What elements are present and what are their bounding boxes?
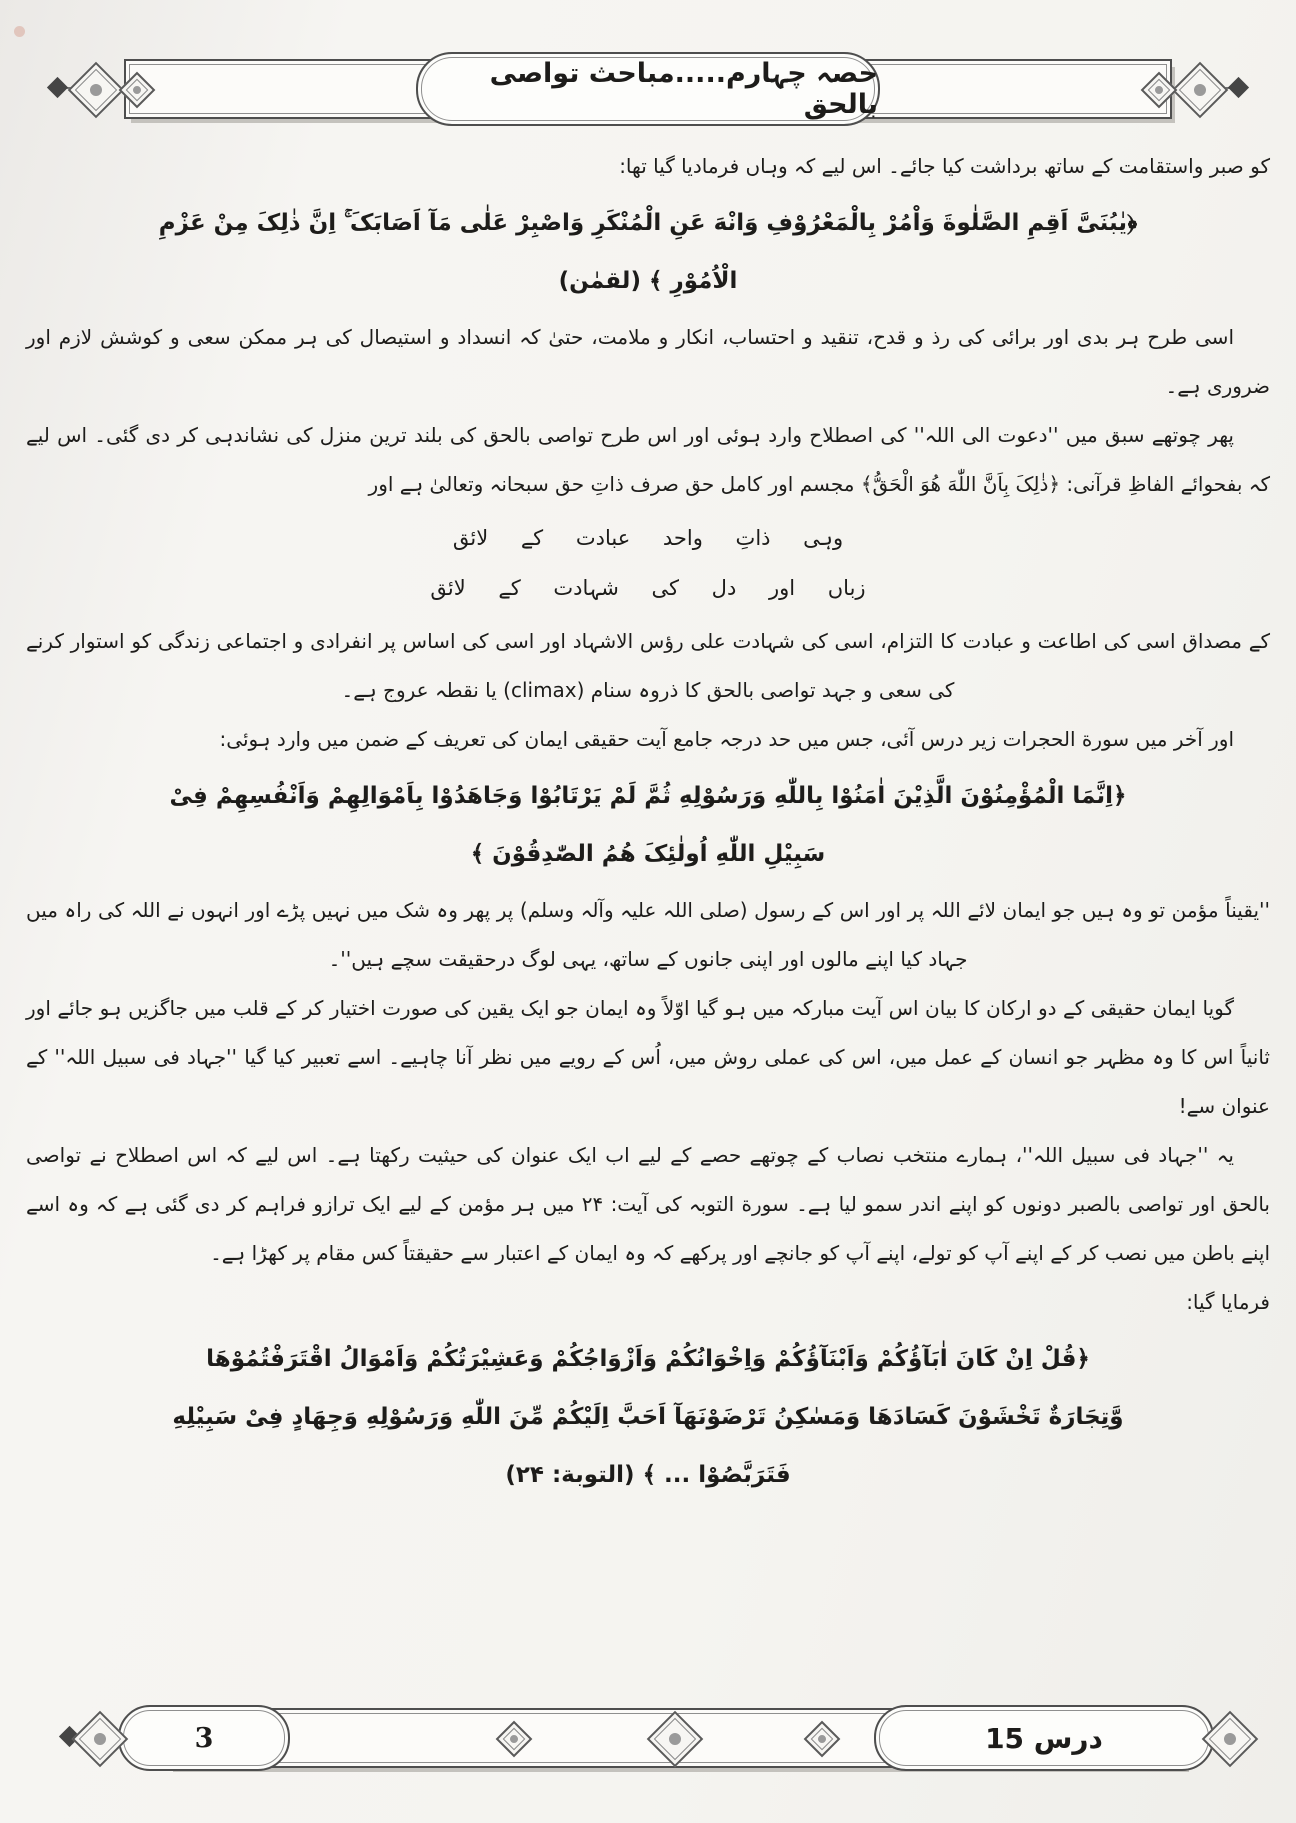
floral-medallion-icon bbox=[1172, 62, 1229, 119]
header-title-cartouche bbox=[416, 52, 880, 126]
verse-line: وَّتِجَارَةٌ تَخْشَوْنَ کَسَادَهَا وَمَسٰکِنُ تَرْضَوْنَهَآ اَحَبَّ اِلَیْکُمْ مِّنَ اللّٰهِ وَرَسُوْلِهِ وَجِهَادٍ فِیْ سَبِیْلِهِ bbox=[172, 1404, 1124, 1430]
header-ornament-band bbox=[50, 46, 1246, 132]
page-body bbox=[26, 142, 1270, 1507]
quran-verse-luqman bbox=[26, 194, 1270, 310]
paragraph: اسی طرح ہر بدی اور برائی کی رذ و قدح، تنقید و احتساب، انکار و ملامت، حتیٰ کہ انسداد و استیصال کی ہر ممکن سعی و کوشش لازم اور ضروری ہے۔ bbox=[26, 325, 1270, 398]
paragraph: اور آخر میں سورة الحجرات زیر درس آئی، جس میں حد درجہ جامع آیت حقیقی ایمان کی تعریف کے ضمن میں وارد ہوئی: bbox=[219, 727, 1234, 751]
paragraph: گویا ایمان حقیقی کے دو ارکان کا بیان اس آیت مبارکہ میں ہو گیا اوّلاً وہ ایمان جو ایک یقین کی صورت اختیار کر کے قلب میں جاگزیں ہو جائے اور ثانیاً اس کا وہ مظہر جو انسان کے عمل میں، اس کی عملی روش میں، اُس کے رویے میں نظر آنا چاہیے۔ اسے تعبیر کیا گیا ''جہاد فی سبیل اللہ'' کے عنوان سے! bbox=[26, 996, 1270, 1118]
chapter-title: حصہ چہارم.....مباحث تواصی بالحق bbox=[489, 58, 878, 120]
floral-medallion-icon bbox=[72, 1711, 129, 1768]
verse-line: ﴿اِنَّمَا الْمُؤْمِنُوْنَ الَّذِیْنَ اٰمَنُوْا بِاللّٰهِ وَرَسُوْلِهِ ثُمَّ لَمْ یَرْتَابُوْا وَجَاهَدُوْا بِاَمْوَالِهِمْ وَاَنْفُسِهِمْ فِیْ bbox=[169, 783, 1127, 809]
quran-verse-tawbah bbox=[26, 1330, 1270, 1504]
paragraph: یہ ''جہاد فی سبیل اللہ''، ہمارے منتخب نصاب کے چوتھے حصے کے لیے اب ایک عنوان کی حیثیت رکھتا ہے۔ اس لیے کہ اس اصطلاح نے تواصی بالحق اور تواصی بالصبر دونوں کو اپنے اندر سمو لیا ہے۔ سورة التوبہ کی آیت: ۲۴ میں ہر مؤمن کے لیے ایک ترازو فراہم کر دی گئی ہے کہ وہ اسے اپنے باطن میں نصب کر کے اپنے آپ کو تولے، اپنے آپ کو جانچے اور پرکھے کہ وہ ایمان کے اعتبار سے حقیقتاً کس مقام پر کھڑا ہے۔ bbox=[26, 1143, 1270, 1265]
paragraph-continuation: کو صبر واستقامت کے ساتھ برداشت کیا جائے۔ اس لیے کہ وہاں فرمادیا گیا تھا: bbox=[619, 154, 1270, 178]
paragraph: کے مصداق اسی کی اطاعت و عبادت کا التزام، اسی کی شہادت علی رؤس الاشہاد اور اسی کی اساس پر انفرادی و اجتماعی زندگی کو استوار کرنے کی سعی و جہد تواصی بالحق کا ذروہ سنام (climax) یا نقطہ عروج ہے۔ bbox=[26, 629, 1270, 702]
verse-line: سَبِیْلِ اللّٰهِ اُولٰئِکَ هُمُ الصّٰدِقُوْنَ ﴾ bbox=[470, 841, 826, 867]
diamond-finial-icon bbox=[1228, 77, 1249, 98]
lesson-label: درس 15 bbox=[985, 1721, 1103, 1755]
verse-line: ﴿یٰبُنَیَّ اَقِمِ الصَّلٰوةَ وَاْمُرْ بِالْمَعْرُوْفِ وَانْهَ عَنِ الْمُنْکَرِ وَاصْبِرْ عَلٰی مَآ اَصَابَکَ ۚ اِنَّ ذٰلِکَ مِنْ عَزْمِ bbox=[158, 210, 1138, 236]
quran-verse-hujurat bbox=[26, 767, 1270, 883]
couplet-line: وہی ذاتِ واحد عبادت کے لائق bbox=[452, 526, 844, 550]
diamond-finial-icon bbox=[47, 77, 68, 98]
footer-ornament-band bbox=[62, 1695, 1248, 1781]
poetry-couplet bbox=[26, 513, 1270, 613]
verse-translation: ''یقیناً مؤمن تو وہ ہیں جو ایمان لائے اللہ پر اور اس کے رسول (صلی اللہ علیہ وآلہ وسلم) پر پھر وہ شک میں نہیں پڑے اور انہوں نے اللہ کی راہ میں جہاد کیا اپنے مالوں اور اپنی جانوں کے ساتھ، یہی لوگ درحقیقت سچے ہیں''۔ bbox=[26, 898, 1270, 971]
couplet-line: زباں اور دل کی شہادت کے لائق bbox=[430, 576, 866, 600]
verse-line: ﴿قُلْ اِنْ کَانَ اٰبَآؤُکُمْ وَاَبْنَآؤُکُمْ وَاِخْوَانُکُمْ وَاَزْوَاجُکُمْ وَعَشِیْرَتُکُمْ وَاَمْوَالُ اقْتَرَفْتُمُوْهَا bbox=[206, 1346, 1090, 1372]
lesson-cartouche bbox=[874, 1705, 1214, 1771]
floral-medallion-icon bbox=[68, 62, 125, 119]
verse-line: فَتَرَبَّصُوْا ... ﴾ (التوبة: ۲۴) bbox=[505, 1462, 791, 1488]
verse-line: الْاُمُوْرِ ﴾ (لقمٰن) bbox=[558, 268, 738, 294]
paragraph: فرمایا گیا: bbox=[1186, 1290, 1270, 1314]
page-number: 3 bbox=[194, 1722, 214, 1754]
paragraph: پھر چوتھے سبق میں ''دعوت الی اللہ'' کی اصطلاح وارد ہوئی اور اس طرح تواصی بالحق کی بلند ترین منزل کی نشاندہی کر دی گئی۔ اس لیے کہ بفحوائے الفاظِ قرآنی: ﴿ذٰلِکَ بِاَنَّ اللّٰهَ هُوَ الْحَقُّ﴾ مجسم اور کامل حق صرف ذاتِ حق سبحانہ وتعالیٰ ہے اور bbox=[26, 423, 1270, 496]
floral-medallion-icon bbox=[1202, 1711, 1259, 1768]
page-number-cartouche bbox=[118, 1705, 290, 1771]
scan-artifact-dot bbox=[14, 26, 25, 37]
